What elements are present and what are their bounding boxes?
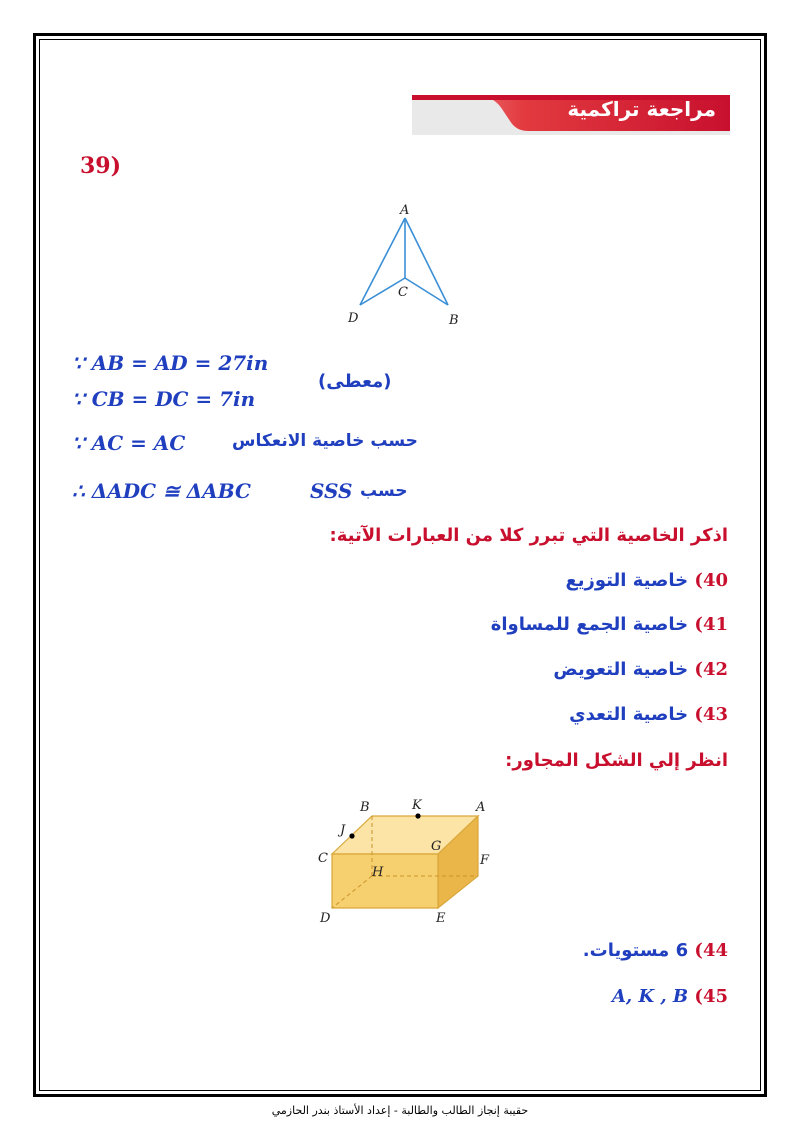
page-border-inner [39,39,761,1091]
answer-40-number: 40) [694,570,728,591]
point-k [415,813,420,818]
answer-42-number: 42) [694,659,728,680]
point-j [349,833,354,838]
answer-41-number: 41) [694,614,728,635]
answer-45-number: 45) [694,986,728,1007]
answer-43-text: خاصية التعدي [569,704,689,725]
proof-line-4: ∴ ΔADC ≅ ΔABC [72,479,251,503]
label-a: A [400,203,410,218]
answer-44-number: 44) [694,940,728,961]
question-39-number: 39) [80,153,122,179]
label-a: A [476,800,486,815]
answer-45 [612,986,728,1007]
reflexive-reason: حسب خاصية الانعكاس [232,431,418,451]
answer-43-number: 43) [694,704,728,725]
by-label: حسب [360,481,408,501]
label-d: D [348,311,359,326]
answer-40-text: خاصية التوزيع [565,570,689,591]
answer-42 [553,659,728,680]
page-footer: حقيبة إنجاز الطالب والطالبة - إعداد الأستاذ بندر الحازمي [271,1104,529,1117]
label-d: D [320,911,331,926]
look-instruction: انظر إلي الشكل المجاور: [505,750,728,771]
label-e: E [436,911,446,926]
answer-41 [491,614,728,635]
label-c: C [398,285,408,300]
label-g: G [431,839,442,854]
answer-43 [569,704,728,725]
label-h: H [372,865,384,880]
box-figure [310,796,500,926]
answer-42-text: خاصية التعويض [553,659,689,680]
label-c: C [318,851,328,866]
label-b: B [360,800,370,815]
answer-40 [565,570,728,591]
label-f: F [480,853,490,868]
label-k: K [412,798,422,813]
label-j: J [340,823,346,838]
proof-line-2: ∵ CB = DC = 7in [72,387,256,411]
triangle-figure [340,200,470,330]
answer-44 [583,940,728,961]
banner-title: مراجعة تراكمية [567,97,716,121]
sss-label: SSS [310,479,353,503]
answer-41-text: خاصية الجمع للمساواة [490,614,689,635]
proof-line-1: ∵ AB = AD = 27in [72,351,269,375]
label-b: B [449,313,459,328]
answer-45-text: A, K , B [611,986,689,1007]
answer-44-text: 6 مستويات. [582,940,689,961]
proof-line-3: ∵ AC = AC [72,431,186,455]
section-banner [412,95,730,135]
given-label: (معطى) [318,371,392,392]
instruction-text: اذكر الخاصية التي تبرر كلا من العبارات الآتية: [329,525,728,546]
